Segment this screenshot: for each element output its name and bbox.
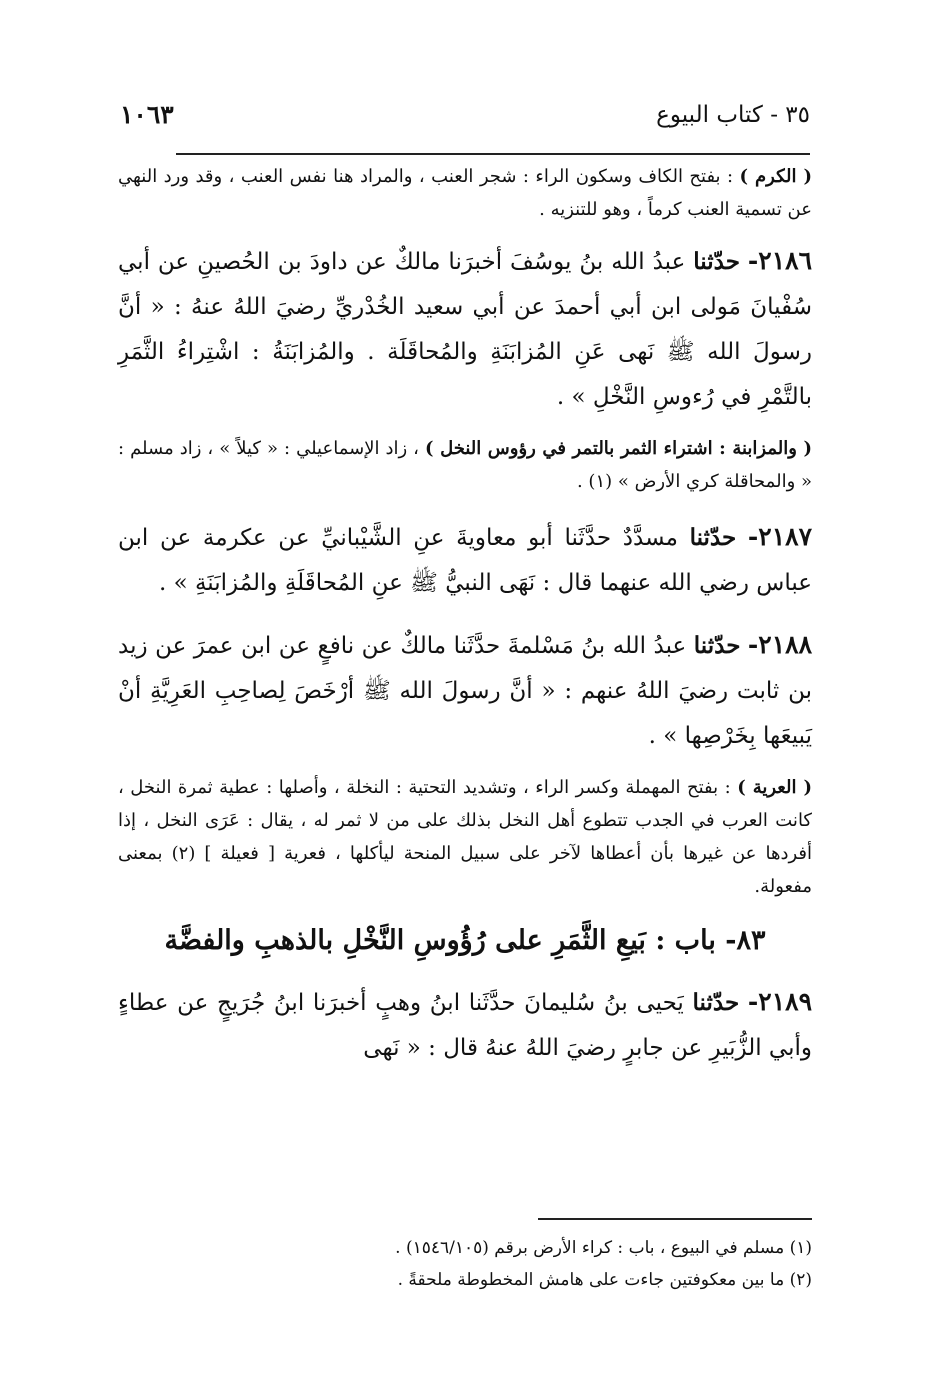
footnote-2: (٢) ما بين معكوفتين جاءت على هامش المخطوطة ملحقةً .: [397, 1270, 812, 1290]
hadith-2188: [118, 622, 812, 759]
note-text: : بفتح المهملة وكسر الراء ، وتشديد التحتية : النخلة ، وأصلها : عطية ثمرة النخل ، كانت العرب في الجدب تتطوع أهل النخل بذلك على من لا ثمر له ، يقال : عَرَى النخل ، إذا أفردها عن غيرها بأن أعطاها لآخر على سبيل المنحة ليأكلها ، فعرية [ فعيلة ] (٢) بمعنى مفعولة.: [118, 777, 812, 897]
note-text: : بفتح الكاف وسكون الراء : شجر العنب ، والمراد هنا نفس العنب ، وقد ورد النهي عن تسمية العنب كرماً ، وهو للتنزيه .: [118, 166, 812, 220]
hadith-2187: [118, 514, 812, 606]
note-text: ، زاد الإسماعيلي : « كيلاً » ، زاد مسلم : « والمحاقلة كري الأرض » (١) .: [118, 438, 812, 492]
footnote-rule: [538, 1218, 812, 1220]
note-term: ( الكرم ): [739, 166, 812, 187]
footnote-1: (١) مسلم في البيوع ، باب : كراء الأرض برقم (١٥٤٦/١٠٥) .: [395, 1238, 812, 1258]
footnotes: [118, 1232, 812, 1296]
hadith-lead: حدّثنا: [689, 524, 737, 551]
hadith-2189: [118, 979, 812, 1071]
hadith-number: ٢١٨٦-: [747, 246, 812, 275]
page-number: ١٠٦٣: [120, 100, 174, 129]
note-muzabana: [118, 432, 812, 498]
chapter-title: ٣٥ - كتاب البيوع: [656, 102, 810, 128]
note-ariyya: [118, 771, 812, 903]
chapter-heading: ٨٣- باب : بَيعِ الثَّمَرِ على رُؤُوسِ النَّخْلِ بالذهبِ والفضَّة: [164, 925, 766, 956]
note-term: ( العرية ): [737, 777, 813, 798]
hadith-text: عبدُ الله بنُ يوسُفَ أخبرَنا مالكٌ عن داودَ بن الحُصينِ عن أبي سُفْيانَ مَولى ابن أبي أحمدَ عن أبي سعيد الخُدْريِّ رضيَ اللهُ عنهُ : « أنَّ رسولَ الله ﷺ نَهى عَنِ المُزابَنَةِ والمُحاقَلَة . والمُزابَنَةُ : اشْتِراءُ الثَّمَرِ بالتَّمْرِ في رُءوسِ النَّخْلِ » .: [118, 249, 812, 410]
note-term: ( والمزابنة : اشتراء الثمر بالتمر في رؤوس النخل ): [425, 438, 812, 459]
hadith-lead: حدّثنا: [693, 632, 741, 659]
hadith-lead: حدّثنا: [693, 248, 740, 275]
hadith-2186: [118, 238, 812, 420]
hadith-text: عبدُ الله بنُ مَسْلمةَ حدَّثَنا مالكٌ عن نافعٍ عن ابن عمرَ عن زيد بن ثابت رضيَ اللهُ عنهم : « أنَّ رسولَ الله ﷺ أرْخَصَ لِصاحِبِ العَرِيَّةِ أنْ يَبيعَها بِخَرْصِها » .: [118, 633, 812, 749]
hadith-lead: حدّثنا: [692, 989, 740, 1016]
hadith-number: ٢١٨٨-: [747, 630, 813, 659]
hadith-number: ٢١٨٧-: [747, 522, 812, 551]
note-karm: [118, 160, 812, 226]
header-rule: [176, 153, 810, 155]
hadith-text: يَحيى بنُ سُليمانَ حدَّثَنا ابنُ وهبٍ أخبرَنا ابنُ جُرَيجٍ عن عطاءٍ وأبي الزُّبَيرِ عن جابرٍ رضيَ اللهُ عنهُ قال : « نَهى: [118, 990, 812, 1061]
hadith-number: ٢١٨٩-: [747, 987, 812, 1016]
page-content: [118, 160, 812, 1071]
hadith-text: مسدَّدٌ حدَّثَنا أبو معاويةَ عنِ الشَّيْبانيِّ عن عكرمة عن ابن عباس رضي الله عنهما قال : نَهَى النبيُّ ﷺ عنِ المُحاقَلَةِ والمُزابَنَةِ » .: [118, 525, 812, 596]
page-header: [120, 96, 810, 144]
